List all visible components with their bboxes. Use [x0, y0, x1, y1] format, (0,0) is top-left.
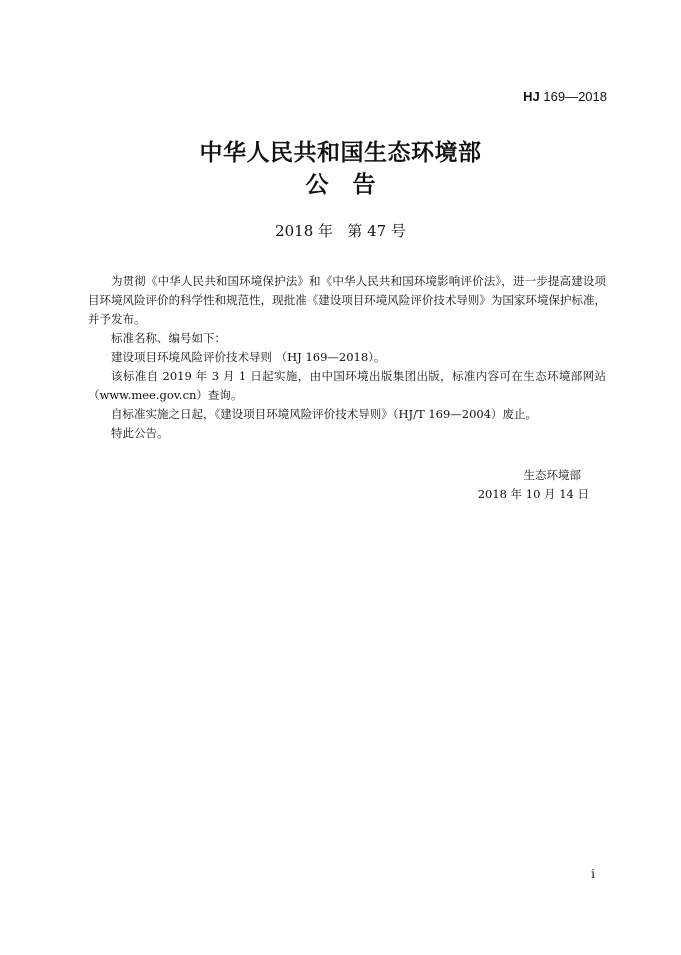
announcement-body [88, 272, 606, 443]
signature-date: 2018 年 10 月 14 日 [477, 487, 589, 501]
standard-code-prefix: HJ [523, 89, 540, 104]
page-title: 中华人民共和国生态环境部 [199, 140, 482, 166]
page-subtitle: 公告 [305, 172, 400, 198]
paragraph-standard-name: 建设项目环境风险评价技术导则 （HJ 169—2018）。 [111, 350, 386, 364]
signature-block [478, 466, 589, 504]
paragraph-purpose: 为贯彻《中华人民共和国环境保护法》和《中华人民共和国环境影响评价法》，进一步提高建设项目环境风险评价的科学性和规范性，现批准《建设项目环境风险评价技术导则》为国家环境保护标准，并予发布。 [88, 274, 606, 326]
paragraph-implementation: 该标准自 2019 年 3 月 1 日起实施，由中国环境出版集团出版，标准内容可在生态环境部网站（www.mee.gov.cn）查询。 [88, 369, 606, 402]
paragraph-abolition: 自标准实施之日起，《建设项目环境风险评价技术导则》（HJ/T 169—2004）废止。 [111, 407, 538, 421]
page-number: i [591, 867, 595, 881]
standard-code-number: 169—2018 [539, 89, 607, 104]
standard-code [523, 88, 607, 106]
announcement-number: 2018 年 第 47 号 [275, 222, 406, 240]
signature-organization: 生态环境部 [523, 468, 581, 482]
paragraph-closing: 特此公告。 [111, 426, 169, 440]
paragraph-standard-intro: 标准名称、编号如下： [111, 331, 226, 345]
